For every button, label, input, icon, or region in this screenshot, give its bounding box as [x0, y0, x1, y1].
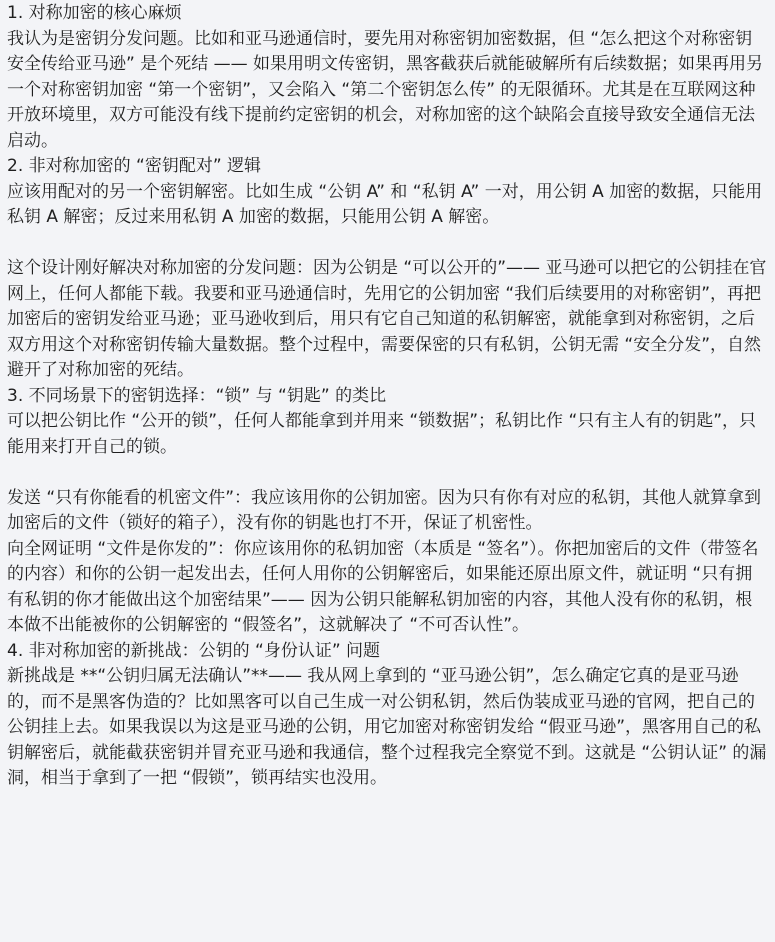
section-3-paragraph-3: 向全网证明 “文件是你发的”：你应该用你的私钥加密（本质是 “签名”）。你把加密后的文件（带签名的内容）和你的公钥一起发出去，任何人用你的公钥解密后，如果能还原出原文件，就证明 “只有拥有私钥的你才能做出这个加密结果”—— 因为公钥只能解私钥加密的内容，其他人没有你的私钥，根本做不出能被你的公钥解密的 “假签名”，这就解决了 “不可否认性”。: [7, 538, 759, 635]
section-1-paragraph-1: 我认为是密钥分发问题。比如和亚马逊通信时，要先用对称密钥加密数据，但 “怎么把这个对称密钥安全传给亚马逊” 是个死结 —— 如果用明文传密钥，黑客截获后就能破解所有后续数据；如果再用另一个对称密钥加密 “第一个密钥”，又会陷入 “第二个密钥怎么传” 的无限循环。尤其是在互联网这种开放环境里，双方可能没有线下提前约定密钥的机会，对称加密的这个缺陷会直接导致安全通信无法启动。: [7, 28, 764, 151]
section-2-paragraph-2: 这个设计刚好解决对称加密的分发问题：因为公钥是 “可以公开的”—— 亚马逊可以把它的公钥挂在官网上，任何人都能下载。我要和亚马逊通信时，先用它的公钥加密 “我们后续要用的对称密钥”，再把加密后的密钥发给亚马逊；亚马逊收到后，用只有它自己知道的私钥解密，就能拿到对称密钥，之后双方用这个对称密钥传输大量数据。整个过程中，需要保密的只有私钥，公钥无需 “安全分发”，自然避开了对称加密的死结。: [7, 258, 767, 380]
section-2-heading: 2. 非对称加密的 “密钥配对” 逻辑: [7, 156, 262, 176]
section-3-paragraph-2: 发送 “只有你能看的机密文件”：我应该用你的公钥加密。因为只有你有对应的私钥，其他人就算拿到加密后的文件（锁好的箱子），没有你的钥匙也打不开，保证了机密性。: [7, 487, 762, 533]
section-3-paragraph-1: 可以把公钥比作 “公开的锁”，任何人都能拿到并用来 “锁数据”；私钥比作 “只有主人有的钥匙”，只能用来打开自己的锁。: [7, 411, 757, 457]
paragraph-spacer: [7, 231, 767, 257]
section-4-heading: 4. 非对称加密的新挑战：公钥的 “身份认证” 问题: [7, 640, 381, 661]
section-2-paragraph-1: 应该用配对的另一个密钥解密。比如生成 “公钥 A” 和 “私钥 A” 一对，用公钥 A 加密的数据，只能用私钥 A 解密；反过来用私钥 A 加密的数据，只能用公钥 A 解密。: [7, 181, 763, 227]
section-1-heading: 1. 对称加密的核心麻烦: [7, 3, 182, 23]
paragraph-spacer: [7, 460, 767, 486]
section-4-paragraph-1: 新挑战是 **“公钥归属无法确认”**—— 我从网上拿到的 “亚马逊公钥”，怎么确定它真的是亚马逊的，而不是黑客伪造的？比如黑客可以自己生成一对公钥私钥，然后伪装成亚马逊的官网，把自己的公钥挂上去。如果我误以为这是亚马逊的公钥，用它加密对称密钥发给 “假亚马逊”，黑客用自己的私钥解密后，就能截获密钥并冒充亚马逊和我通信，整个过程我完全察觉不到。这就是 “公钥认证” 的漏洞，相当于拿到了一把 “假锁”，锁再结实也没用。: [7, 666, 767, 788]
section-3-heading: 3. 不同场景下的密钥选择：“锁” 与 “钥匙” 的类比: [7, 385, 387, 406]
